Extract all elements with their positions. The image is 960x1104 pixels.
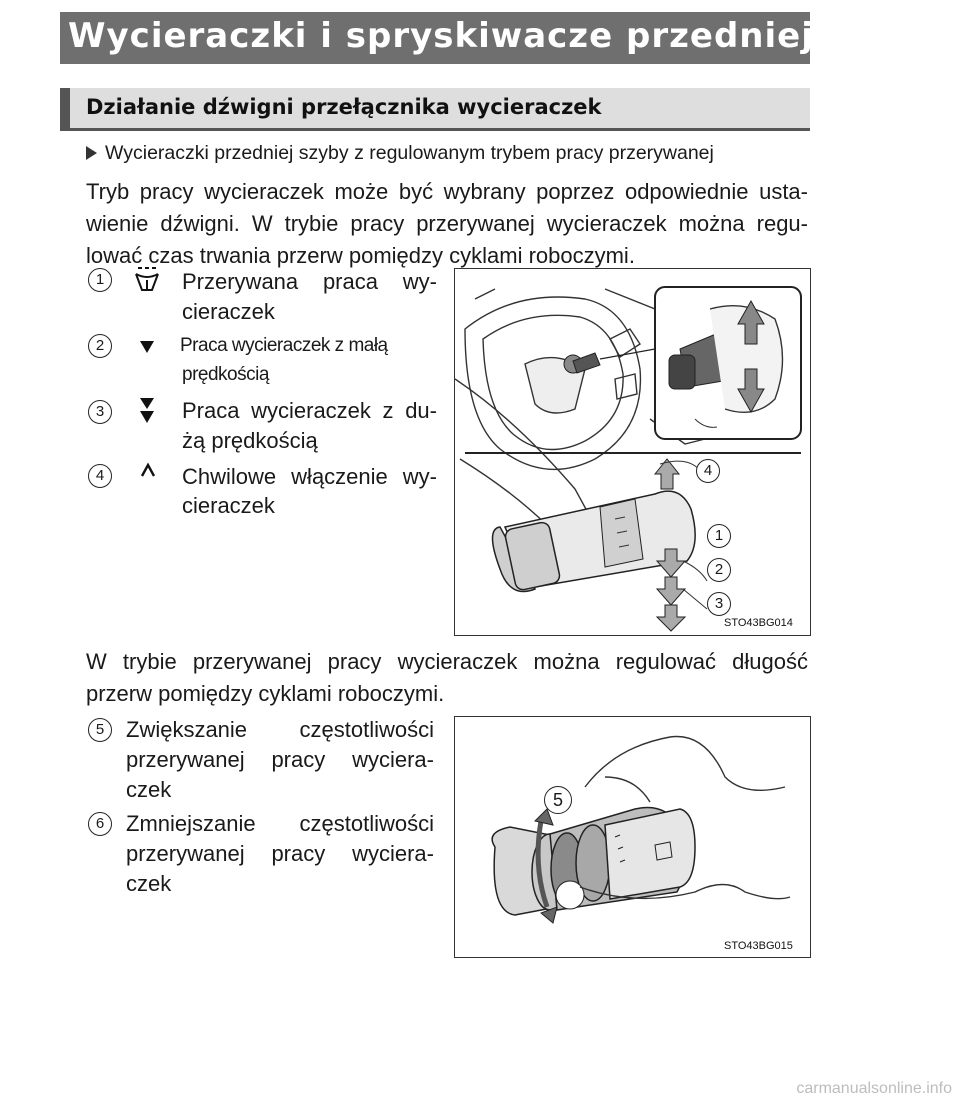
high-speed-arrow-icon — [138, 396, 156, 426]
bullet-line — [86, 142, 714, 165]
mode-2-line2: prędkością — [182, 364, 269, 385]
adjust-6-line2: przerywanej pracy wyciera- — [126, 841, 434, 866]
intro-paragraph: Tryb pracy wycieraczek może być wybrany poprzez odpowiednie usta- wienie dźwigni. W trybie pracy przerywanej wycieraczek można regu- lować czas trwania przerw pomiędzy cyklami roboczymi. — [86, 179, 808, 268]
figure-wiper-lever — [454, 268, 811, 636]
page-title: Wycieraczki i spryskiwacze przedniej szyby — [68, 16, 941, 56]
figure-interval-ring — [454, 716, 811, 958]
interval-ring-illustration — [455, 717, 810, 957]
mode-3-line1: Praca wycieraczek z du- — [182, 398, 437, 423]
wiper-lever-illustration — [455, 269, 810, 635]
mode-1-line1: Przerywana praca wy- — [182, 269, 437, 294]
adjust-5-line1: Zwiększanie częstotliwości — [126, 717, 434, 742]
callout-5: 5 — [88, 718, 112, 742]
low-speed-arrow-icon — [138, 337, 156, 355]
watermark: carmanualsonline.info — [796, 1080, 952, 1097]
adjust-6-line1: Zmniejszanie częstotliwości — [126, 811, 434, 836]
adjust-5-line2: przerywanej pracy wyciera- — [126, 747, 434, 772]
figure1-callout-4: 4 — [696, 459, 720, 483]
callout-2: 2 — [88, 334, 112, 358]
figure2-callout-5: 5 — [544, 786, 572, 814]
callout-4: 4 — [88, 464, 112, 488]
mode-3-line2: żą prędkością — [182, 428, 318, 453]
adjust-5-line3: czek — [126, 777, 172, 802]
triangle-bullet-icon — [86, 146, 97, 160]
figure1-callout-1: 1 — [707, 524, 731, 548]
mode-1-line2: cieraczek — [182, 299, 275, 324]
mode-4-line2: cieraczek — [182, 493, 275, 518]
callout-6: 6 — [88, 812, 112, 836]
callout-3: 3 — [88, 400, 112, 424]
figure1-callout-3: 3 — [707, 592, 731, 616]
figure1-callout-2: 2 — [707, 558, 731, 582]
intermittent-wiper-icon — [132, 266, 162, 296]
mode-2-line1: Praca wycieraczek z małą — [180, 335, 388, 356]
adjust-6-line3: czek — [126, 871, 172, 896]
callout-1: 1 — [88, 268, 112, 292]
bullet-text: Wycieraczki przedniej szyby z regulowanym trybem pracy przerywanej — [105, 142, 714, 164]
figure2-code: STO43BG015 — [724, 940, 793, 952]
section-title: Działanie dźwigni przełącznika wycieraczek — [86, 95, 602, 119]
interval-paragraph: W trybie przerywanej pracy wycieraczek można regulować długość przerw pomiędzy cyklami roboczymi. — [86, 649, 808, 706]
section-accent — [60, 88, 70, 131]
mode-4-line1: Chwilowe włączenie wy- — [182, 464, 437, 489]
figure1-code: STO43BG014 — [724, 617, 793, 629]
mist-arrow-icon — [140, 462, 156, 478]
